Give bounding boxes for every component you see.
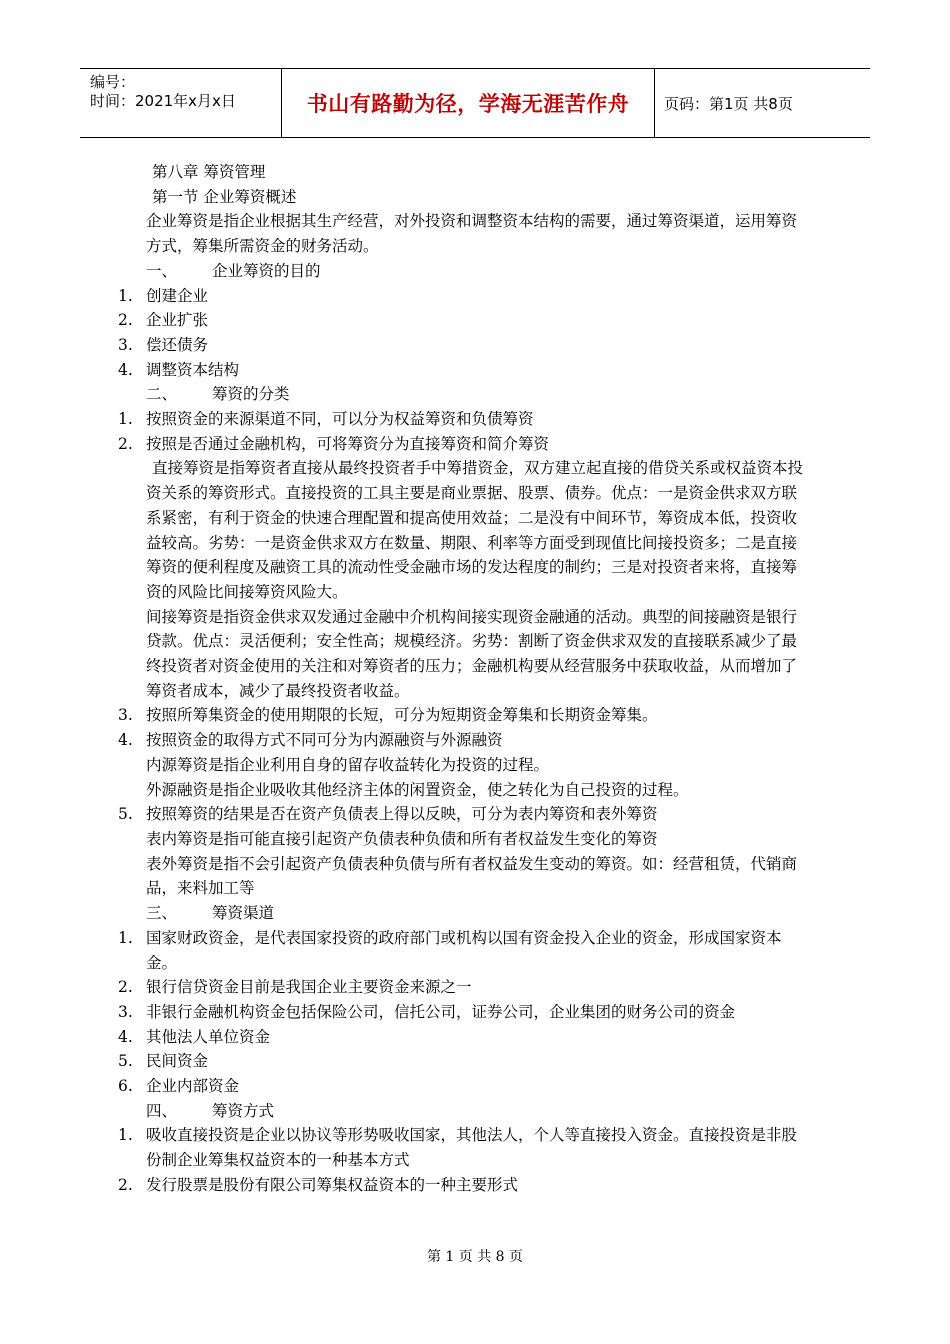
list-item: 3. 非银行金融机构资金包括保险公司，信托公司，证券公司，企业集团的财务公司的资金 [118,1002,736,1021]
document-body [118,160,808,1198]
header-page-code: 页码：第1页 共8页 [664,94,793,113]
list-item: 1. 吸收直接投资是企业以协议等形势吸收国家，其他法人，个人等直接投入资金。直接投资是非股份制企业筹集权益资本的一种基本方式 [118,1126,798,1170]
list-item: 4. 调整资本结构 [118,360,240,379]
internal-financing-paragraph: 内源筹资是指企业利用自身的留存收益转化为投资的过程。 [146,755,550,774]
on-balance-sheet-paragraph: 表内筹资是指可能直接引起资产负债表种负债和所有者权益发生变化的筹资 [146,829,658,848]
page-footer: 第 1 页 共 8 页 [426,1249,524,1265]
heading-channels: 三、 筹资渠道 [146,904,275,923]
list-item: 1. 国家财政资金，是代表国家投资的政府部门或机构以国有资金投入企业的资金，形成国家资本金。 [118,928,782,972]
list-item: 2. 银行信贷资金目前是我国企业主要资金来源之一 [118,978,472,997]
list-item: 4. 按照资金的取得方式不同可分为内源融资与外源融资 [118,731,503,750]
list-item: 2. 按照是否通过金融机构，可将筹资分为直接筹资和简介筹资 [118,434,550,453]
header-meta [80,69,282,137]
heading-purpose: 一、 企业筹资的目的 [146,261,321,280]
direct-financing-paragraph: 直接筹资是指筹资者直接从最终投资者手中筹措资金，双方建立起直接的借贷关系或权益资本投资关系的筹资形式。直接投资的工具主要是商业票据、股票、债券。优点：一是资金供求双方联系紧密，有利于资金的快速合理配置和提高使用效益；二是没有中间环节，筹资成本低，投资收益较高。劣势：一是资金供求双方在数量、期限、利率等方面受到现值比间接投资多；二是直接筹资的便利程度及融资工具的流动性受金融市场的发达程度的制约；三是对投资者来将，直接筹资的风险比间接筹资风险大。 [146,459,804,601]
header-motto: 书山有路勤为径，学海无涯苦作舟 [306,92,630,116]
list-item: 3. 偿还债务 [118,335,209,354]
indirect-financing-paragraph: 间接筹资是指资金供求双发通过金融中介机构间接实现资金融通的活动。典型的间接融资是银行贷款。优点：灵活便利；安全性高；规模经济。劣势：割断了资金供求双发的直接联系减少了最终投资者对资金使用的关注和对筹资者的压力；金融机构要从经营服务中获取收益，从而增加了筹资者成本，减少了最终投资者收益。 [146,607,798,700]
heading-methods: 四、 筹资方式 [146,1101,275,1120]
external-financing-paragraph: 外源融资是指企业吸收其他经济主体的闲置资金，使之转化为自己投资的过程。 [146,780,689,799]
doc-number-label: 编号： [90,73,136,91]
section-title: 第一节 企业筹资概述 [152,187,297,206]
list-item: 4. 其他法人单位资金 [118,1027,271,1046]
list-item: 1. 创建企业 [118,286,209,305]
list-item: 5. 按照筹资的结果是否在资产负债表上得以反映，可分为表内筹资和表外筹资 [118,805,658,824]
chapter-title: 第八章 筹资管理 [152,163,266,181]
heading-classification: 二、 筹资的分类 [146,385,290,404]
intro-paragraph: 企业筹资是指企业根据其生产经营，对外投资和调整资本结构的需要，通过筹资渠道，运用筹资方式，筹集所需资金的财务活动。 [146,212,798,256]
list-item: 2. 企业扩张 [118,311,209,330]
list-item: 6. 企业内部资金 [118,1077,240,1096]
list-item: 1. 按照资金的来源渠道不同，可以分为权益筹资和负债筹资 [118,410,534,429]
list-item: 3. 按照所筹集资金的使用期限的长短，可分为短期资金筹集和长期资金筹集。 [118,706,658,725]
off-balance-sheet-paragraph: 表外筹资是指不会引起资产负债表种负债与所有者权益发生变动的筹资。如：经营租赁，代销商品，来料加工等 [146,854,798,898]
list-item: 2. 发行股票是股份有限公司筹集权益资本的一种主要形式 [118,1175,519,1194]
list-item: 5. 民间资金 [118,1052,209,1071]
header-motto-cell [282,69,655,137]
doc-date: 时间：2021年x月x日 [90,92,236,110]
page-header [80,68,870,138]
